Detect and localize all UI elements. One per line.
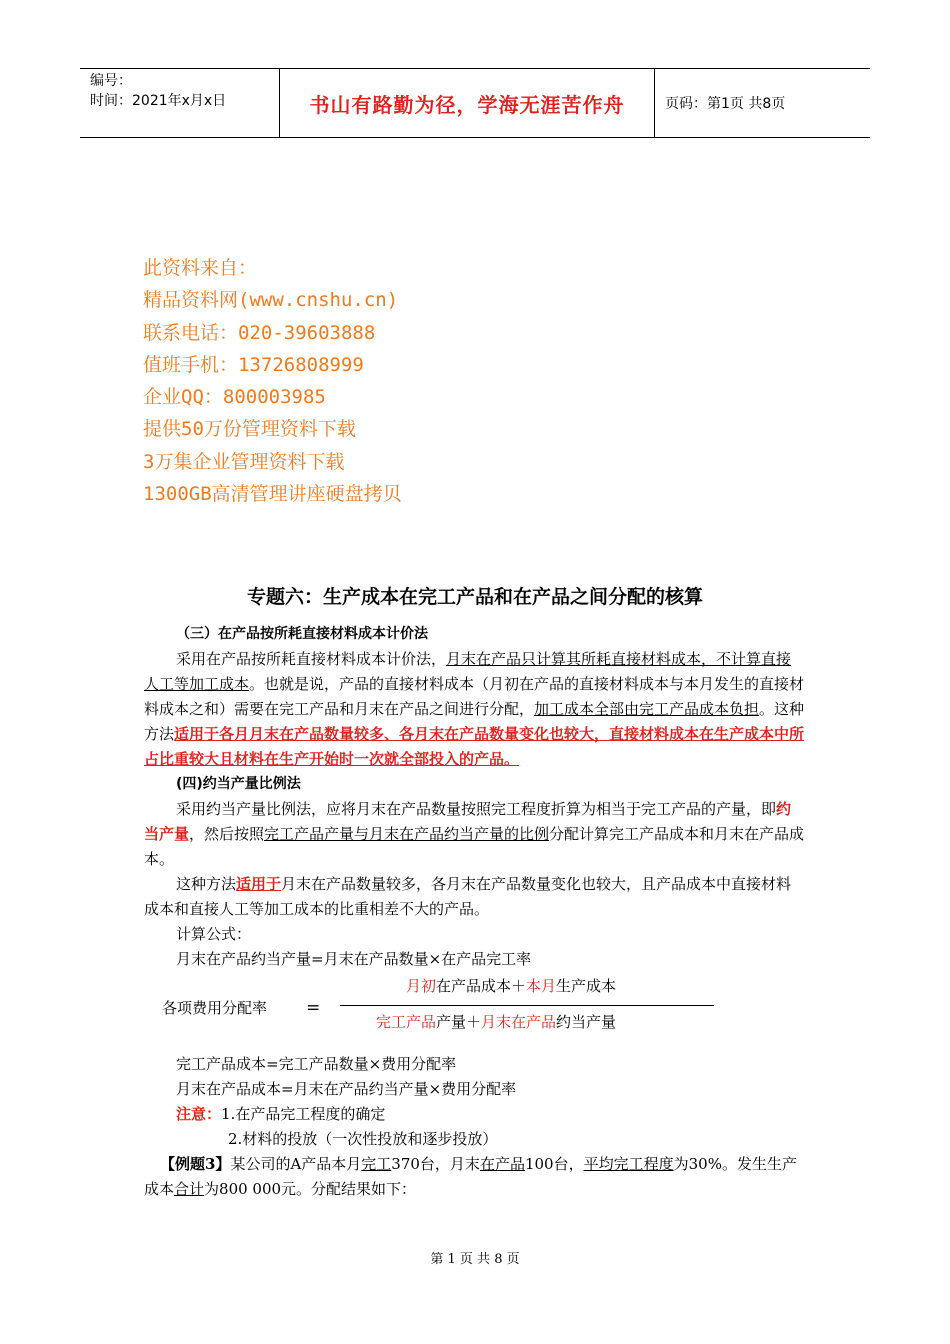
text-span: 产量＋ xyxy=(436,1013,482,1031)
underlined-text: 合计 xyxy=(174,1180,205,1198)
section-heading: （三）在产品按所耗直接材料成本计价法 xyxy=(176,626,428,642)
formula-numerator xyxy=(406,974,616,999)
promo-line: 1300GB高清管理讲座硬盘拷贝 xyxy=(143,483,402,506)
text-span: 。也就是说，产品的直接材料成本（月初在产品的直接材料成本与本月发生的直接材料成本之和）需要在完工产品和月末在产品之间进行分配， xyxy=(144,675,805,718)
underlined-text: 月末在产品只计算其所耗直接材料成本，不计算直接人工等加工成本 xyxy=(144,650,792,693)
text-span: 1.在产品完工程度的确定 xyxy=(221,1105,386,1123)
example-label: 【例题3】 xyxy=(160,1155,231,1173)
number-label: 编号： xyxy=(90,73,132,89)
note-line xyxy=(144,1127,806,1152)
text-span: 100台， xyxy=(524,1155,584,1173)
text-span: 这种方法 xyxy=(176,875,237,893)
underlined-text: 平均完工程度 xyxy=(583,1155,674,1173)
header-table xyxy=(80,68,870,138)
note-label: 注意： xyxy=(176,1105,222,1123)
example-paragraph xyxy=(144,1152,806,1202)
underlined-text: 完工 xyxy=(361,1155,392,1173)
highlighted-text: 适用于 xyxy=(236,875,282,893)
promo-line: 值班手机：13726808999 xyxy=(143,353,364,376)
promo-line: 企业QQ：800003985 xyxy=(143,386,326,409)
header-motto: 书山有路勤为径，学海无涯苦作舟 xyxy=(280,69,655,137)
section-heading: (四)约当产量比例法 xyxy=(176,776,301,792)
allocation-rate-formula xyxy=(144,974,806,1048)
underlined-text: 完工产品产量与月末在产品约当产量的比例 xyxy=(264,825,550,843)
promo-line: 此资料来自： xyxy=(143,257,258,279)
formula-line: 完工产品成本=完工产品数量×费用分配率 xyxy=(176,1055,457,1073)
promo-line: 3万集企业管理资料下载 xyxy=(143,450,345,473)
page-title: 专题六：生产成本在完工产品和在产品之间分配的核算 xyxy=(246,586,703,608)
promo-block xyxy=(143,252,402,510)
formula-line: 月末在产品约当产量=月末在产品数量×在产品完工率 xyxy=(176,950,532,968)
page-number-label: 页码：第1页 共8页 xyxy=(665,96,786,112)
underlined-text: 在产品 xyxy=(479,1155,525,1173)
text-span: 采用在产品按所耗直接材料成本计价法， xyxy=(176,650,447,668)
paragraph xyxy=(144,647,806,772)
note-line xyxy=(144,1102,806,1127)
text-span: 完工产品 xyxy=(376,1013,437,1031)
text-span: ，然后按照 xyxy=(189,825,265,843)
document-body xyxy=(144,622,806,1202)
underlined-text: 加工成本全部由完工产品成本负担 xyxy=(534,700,760,718)
formula-denominator xyxy=(376,1010,616,1035)
text-span: 分配计算完工产品成本和月末在产品成本。 xyxy=(144,825,805,868)
promo-line: 联系电话：020-39603888 xyxy=(143,321,376,344)
promo-line: 提供50万份管理资料下载 xyxy=(143,418,356,441)
promo-line: 精品资料网(www.cnshu.cn) xyxy=(143,289,399,312)
highlighted-text: 适用于各月月末在产品数量较多、各月末在产品数量变化也较大，直接材料成本在生产成本中所占比重较大且材料在生产开始时一次就全部投入的产品。 xyxy=(144,725,805,768)
formula-equals: = xyxy=(306,998,321,1018)
text-span: 采用约当产量比例法，应将月末在产品数量按照完工程度折算为相当于完工产品的产量，即 xyxy=(176,800,777,818)
text-span: 2.材料的投放（一次性投放和逐步投放） xyxy=(228,1130,498,1148)
text-span: 生产成本 xyxy=(556,977,617,995)
text-span: 月末在产品数量较多，各月末在产品数量变化也较大，且产品成本中直接材料成本和直接人工等加工成本的比重相差不大的产品。 xyxy=(144,875,792,918)
calc-label: 计算公式： xyxy=(176,925,252,943)
text-span: 月末在产品 xyxy=(481,1013,557,1031)
fraction-bar xyxy=(340,1005,714,1006)
paragraph xyxy=(144,872,806,922)
text-span: 。这种方法 xyxy=(144,700,805,743)
text-span: 370台，月末 xyxy=(391,1155,480,1173)
formula-label: 各项费用分配率 xyxy=(162,999,268,1017)
time-label: 时间：2021年x月x日 xyxy=(90,93,227,109)
text-span: 为30%。发生生产成本 xyxy=(144,1155,797,1198)
header-left-cell xyxy=(80,69,280,137)
text-span: 某公司的A产品本月 xyxy=(230,1155,362,1173)
text-span: 约当产量 xyxy=(556,1013,617,1031)
text-span: 本月 xyxy=(526,977,557,995)
text-span: 月初 xyxy=(406,977,437,995)
paragraph xyxy=(144,797,806,872)
highlighted-text: 约当产量 xyxy=(144,800,792,843)
formula-line: 月末在产品成本=月末在产品约当产量×费用分配率 xyxy=(176,1080,517,1098)
text-span: 为800 000元。分配结果如下： xyxy=(204,1180,417,1198)
page-footer: 第 1 页 共 8 页 xyxy=(430,1252,520,1267)
text-span: 在产品成本＋ xyxy=(436,977,527,995)
